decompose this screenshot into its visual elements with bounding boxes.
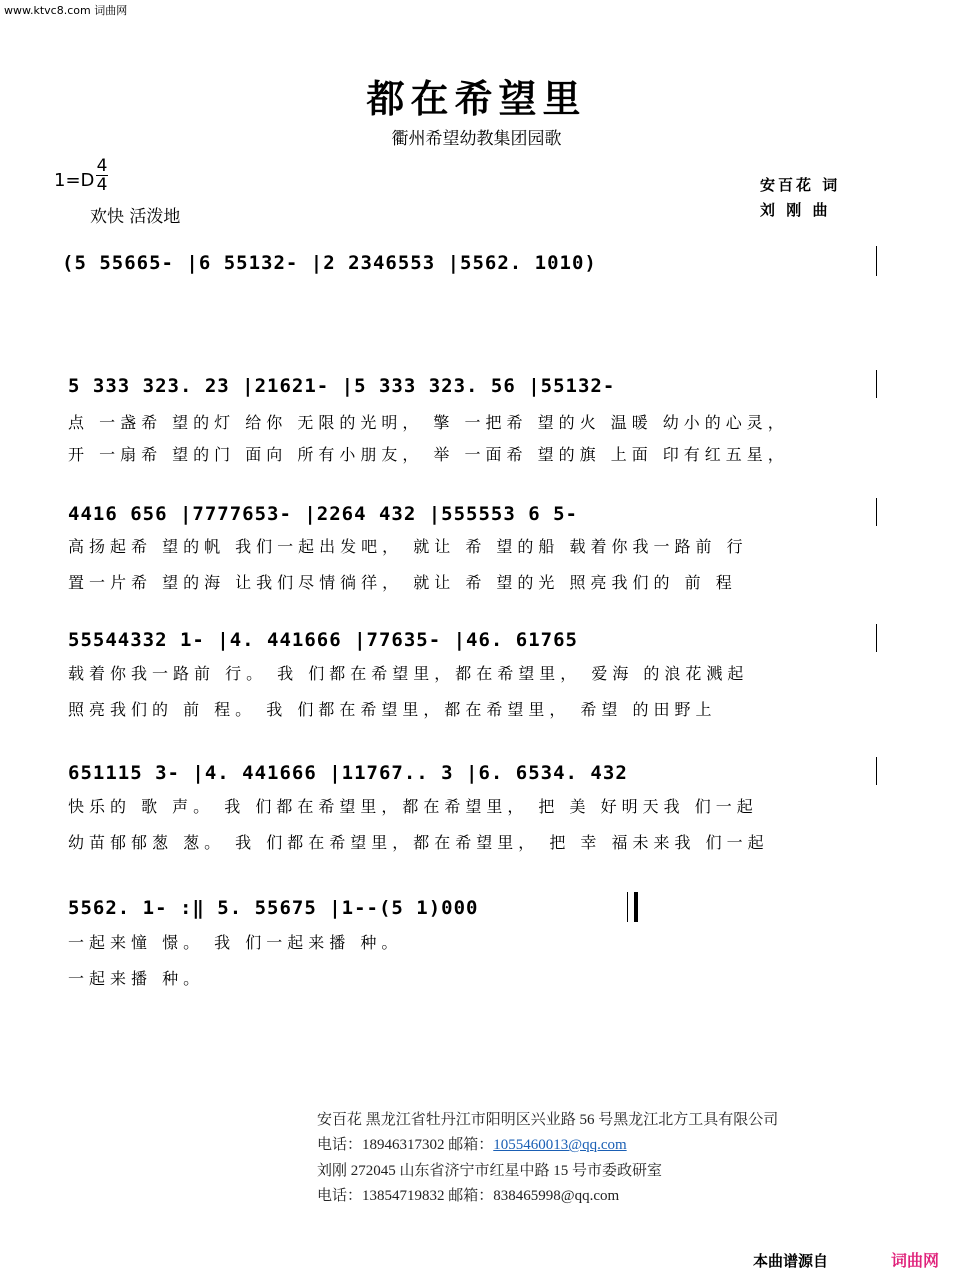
key-signature: 1=D bbox=[54, 170, 95, 191]
notation-line: 55544332 1- |4. 441666 |77635- |46. 61765 bbox=[68, 629, 578, 651]
lyric-line: 置一片希 望的海 让我们尽情徜徉， 就让 希 望的光 照亮我们的 前 程 bbox=[68, 573, 737, 592]
composer-credit: 刘 刚 曲 bbox=[760, 201, 831, 219]
meter-bottom: 4 bbox=[96, 175, 108, 195]
meter-top: 4 bbox=[96, 156, 108, 176]
time-signature bbox=[96, 157, 108, 194]
lyric-line: 一起来播 种。 bbox=[68, 969, 205, 988]
composer-address: 刘刚 272045 山东省济宁市红星中路 15 号市委政研室 bbox=[317, 1163, 663, 1179]
lyric-line: 高扬起希 望的帆 我们一起出发吧， 就让 希 望的船 载着你我一路前 行 bbox=[68, 537, 748, 556]
notation-line: (5 55665- |6 55132- |2 2346553 |5562. 1010) bbox=[62, 252, 597, 274]
site-logo[interactable]: 词曲网 bbox=[890, 1251, 939, 1270]
notation-line: 5 333 323. 23 |21621- |5 333 323. 56 |55132- bbox=[68, 375, 616, 397]
notation-line: 4416 656 |7777653- |2264 432 |555553 6 5- bbox=[68, 503, 578, 525]
lyric-line: 一起来憧 憬。 我 们一起来播 种。 bbox=[68, 933, 403, 952]
lyricist-email-link[interactable]: 1055460013@qq.com bbox=[493, 1137, 627, 1153]
lyric-line: 幼苗郁郁葱 葱。 我 们都在希望里，都在希望里， 把 幸 福未来我 们一起 bbox=[68, 833, 769, 852]
lyric-line: 照亮我们的 前 程。 我 们都在希望里，都在希望里， 希望 的田野上 bbox=[68, 700, 717, 719]
notation-line: 5562. 1- :‖ 5. 55675 |1--(5 1)000 bbox=[68, 897, 479, 919]
song-title: 都在希望里 bbox=[366, 76, 587, 121]
lyric-line: 点 一盏希 望的灯 给你 无限的光明， 擎 一把希 望的火 温暖 幼小的心灵， bbox=[68, 413, 789, 432]
lyric-line: 开 一扇希 望的门 面向 所有小朋友， 举 一面希 望的旗 上面 印有红五星， bbox=[68, 445, 789, 464]
source-label: 本曲谱源自 bbox=[752, 1252, 828, 1270]
lyricist-phone: 电话：18946317302 邮箱： bbox=[317, 1137, 494, 1153]
lyricist-contact bbox=[317, 1133, 627, 1154]
lyricist-address: 安百花 黑龙江省牡丹江市阳明区兴业路 56 号黑龙江北方工具有限公司 bbox=[317, 1112, 779, 1128]
site-url: www.ktvc8.com 词曲网 bbox=[4, 4, 128, 17]
lyricist-credit: 安百花 词 bbox=[760, 176, 841, 194]
notation-line: 651115 3- |4. 441666 |11767.. 3 |6. 6534. 432 bbox=[68, 762, 628, 784]
tempo-marking: 欢快 活泼地 bbox=[90, 207, 181, 227]
composer-contact: 电话：13854719832 邮箱：838465998@qq.com bbox=[317, 1188, 620, 1204]
lyric-line: 快乐的 歌 声。 我 们都在希望里，都在希望里， 把 美 好明天我 们一起 bbox=[68, 797, 758, 816]
song-subtitle: 衢州希望幼教集团园歌 bbox=[391, 129, 562, 149]
lyric-line: 载着你我一路前 行。 我 们都在希望里，都在希望里， 爱海 的浪花溅起 bbox=[68, 664, 749, 683]
